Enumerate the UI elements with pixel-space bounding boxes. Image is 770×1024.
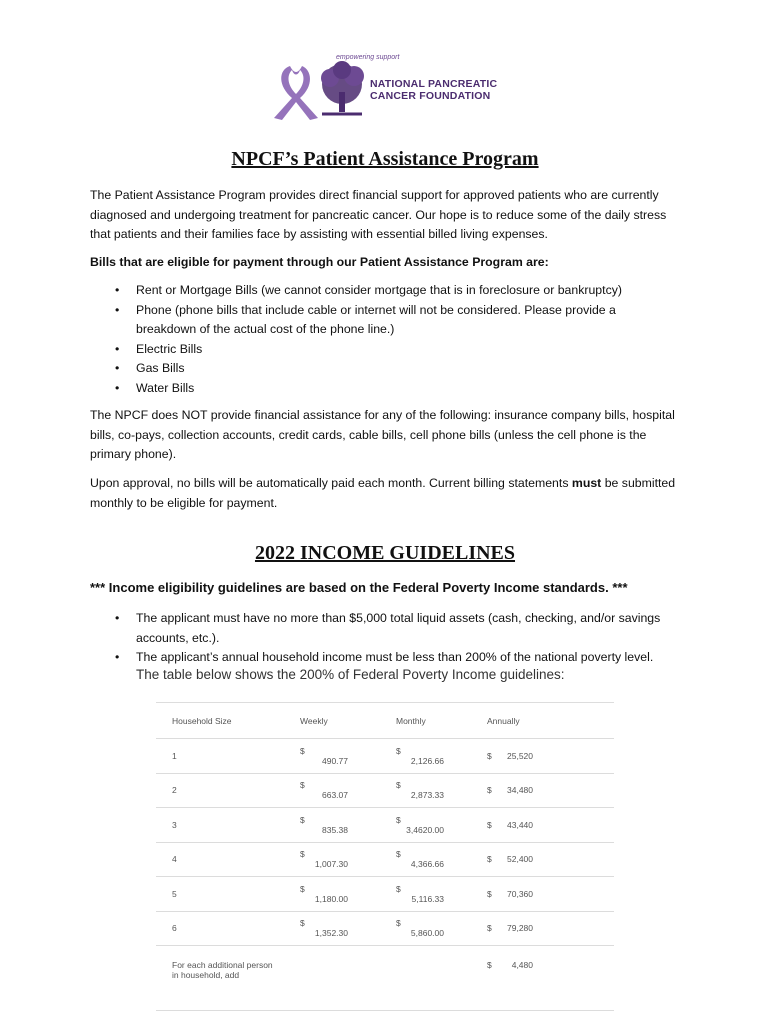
list-item: • Electric Bills (90, 340, 690, 360)
list-item: • Rent or Mortgage Bills (we cannot consider mortgage that is in foreclosure or bankruptcy) (90, 281, 690, 301)
header-household-size: Household Size (156, 703, 284, 739)
household-size-value: 3 (172, 819, 177, 830)
weekly-value: 490.77 (322, 755, 348, 766)
table-row (156, 877, 614, 912)
household-size-cell (156, 842, 284, 877)
annually-value: 79,280 (507, 923, 533, 934)
monthly-cell (380, 773, 471, 808)
income-table (156, 702, 614, 1011)
currency-symbol: $ (487, 819, 492, 830)
weekly-value: 1,180.00 (314, 893, 348, 904)
table-row (156, 773, 614, 808)
approval-text-before: Upon approval, no bills will be automatically paid each month. Current billing statements (90, 476, 572, 490)
monthly-cell (380, 911, 471, 946)
weekly-cell (284, 877, 380, 912)
page-title: NPCF’s Patient Assistance Program (231, 148, 539, 170)
header-monthly: Monthly (380, 703, 471, 739)
currency-symbol: $ (487, 888, 492, 899)
npcf-logo (262, 56, 512, 122)
monthly-value: 5,116.33 (411, 893, 444, 904)
annually-cell (471, 808, 614, 843)
empty-cell (380, 946, 471, 1011)
table-intro: The table below shows the 200% of Federal Poverty Income guidelines: (136, 667, 565, 682)
monthly-value: 3,4620.00 (406, 824, 444, 835)
household-size-value: 5 (172, 888, 177, 899)
currency-symbol: $ (300, 883, 305, 894)
logo-wordmark (370, 78, 497, 102)
currency-symbol: $ (396, 883, 401, 894)
table-header-row (156, 703, 614, 739)
list-item: • The applicant must have no more than $5,000 total liquid assets (cash, checking, and/or savings accounts, etc.). (90, 609, 690, 648)
annually-cell (471, 739, 614, 774)
currency-symbol: $ (396, 745, 401, 756)
approval-emphasis: must (571, 476, 602, 490)
currency-symbol: $ (396, 814, 401, 825)
list-item: • Gas Bills (90, 359, 690, 379)
currency-symbol: $ (487, 923, 492, 934)
currency-symbol: $ (487, 854, 492, 865)
guidelines-title: 2022 INCOME GUIDELINES (254, 542, 516, 564)
eligible-heading: Bills that are eligible for payment through our Patient Assistance Program are: (90, 255, 549, 269)
table-row-additional (156, 946, 614, 1011)
household-size-value: 6 (172, 923, 177, 934)
list-item: • Water Bills (90, 379, 690, 399)
monthly-cell (380, 808, 471, 843)
monthly-cell (380, 877, 471, 912)
approval-paragraph (90, 474, 690, 513)
monthly-value: 4,366.66 (410, 859, 444, 870)
household-size-value: 2 (172, 785, 177, 796)
annually-value: 34,480 (507, 785, 533, 796)
household-size-value: 1 (172, 750, 177, 761)
additional-label-2: in household, add (172, 970, 240, 980)
list-item: • Phone (phone bills that include cable or internet will not be considered. Please provide a breakdown of the actual cost of the phone line.) (90, 301, 690, 340)
currency-symbol: $ (300, 814, 305, 825)
currency-symbol: $ (300, 849, 305, 860)
empty-cell (284, 946, 380, 1011)
annually-cell (471, 877, 614, 912)
guideline-items-list (90, 609, 690, 668)
weekly-cell (284, 739, 380, 774)
logo-ribbon-tree-icon (262, 56, 372, 122)
currency-symbol: $ (487, 960, 492, 970)
header-weekly: Weekly (284, 703, 380, 739)
table-row (156, 911, 614, 946)
currency-symbol: $ (487, 785, 492, 796)
monthly-cell (380, 842, 471, 877)
additional-annually-cell (471, 946, 614, 1011)
table-row (156, 739, 614, 774)
annually-value: 70,360 (507, 888, 533, 899)
monthly-value: 5,860.00 (410, 928, 444, 939)
monthly-value: 2,873.33 (410, 790, 444, 801)
currency-symbol: $ (396, 918, 401, 929)
intro-paragraph: The Patient Assistance Program provides direct financial support for approved patients who are currently diagnosed and undergoing treatment for pancreatic cancer. Our hope is to reduce some of the daily stress that patients and their families face by assisting with essential billed living expenses. (90, 188, 667, 241)
eligible-bills-list (90, 281, 690, 398)
household-size-value: 4 (172, 854, 177, 865)
annually-cell (471, 773, 614, 808)
annually-value: 43,440 (507, 819, 533, 830)
table-row (156, 808, 614, 843)
household-size-cell (156, 773, 284, 808)
not-provided-paragraph: The NPCF does NOT provide financial assistance for any of the following: insurance company bills, hospital bills, co-pays, collection accounts, credit cards, cable bills, cell phone bills (unless the cell phone is the primary phone). (90, 408, 675, 461)
weekly-cell (284, 911, 380, 946)
logo-line-2: CANCER FOUNDATION (370, 90, 491, 102)
weekly-value: 663.07 (322, 790, 348, 801)
currency-symbol: $ (396, 849, 401, 860)
weekly-cell (284, 808, 380, 843)
weekly-value: 835.38 (322, 824, 348, 835)
header-annually: Annually (471, 703, 614, 739)
guidelines-note: *** Income eligibility guidelines are based on the Federal Poverty Income standards. *** (90, 580, 628, 595)
monthly-value: 2,126.66 (410, 755, 444, 766)
household-size-cell (156, 739, 284, 774)
weekly-value: 1,007.30 (314, 859, 348, 870)
weekly-cell (284, 773, 380, 808)
household-size-cell (156, 808, 284, 843)
household-size-cell (156, 911, 284, 946)
table-row (156, 842, 614, 877)
currency-symbol: $ (300, 780, 305, 791)
additional-label-cell (156, 946, 284, 1011)
currency-symbol: $ (487, 750, 492, 761)
logo-arc-text: empowering support (336, 54, 400, 61)
list-item: • The applicant’s annual household income must be less than 200% of the national poverty level. (90, 648, 690, 668)
weekly-cell (284, 842, 380, 877)
additional-annually-value: 4,480 (511, 960, 533, 970)
annually-cell (471, 911, 614, 946)
monthly-cell (380, 739, 471, 774)
currency-symbol: $ (300, 745, 305, 756)
household-size-cell (156, 877, 284, 912)
annually-value: 25,520 (507, 750, 533, 761)
additional-label-1: For each additional person (172, 960, 273, 970)
weekly-value: 1,352.30 (314, 928, 348, 939)
logo-line-1: NATIONAL PANCREATIC (370, 78, 498, 90)
annually-value: 52,400 (507, 854, 533, 865)
currency-symbol: $ (300, 918, 305, 929)
currency-symbol: $ (396, 780, 401, 791)
approval-text-after: be submitted monthly to be eligible for payment. (90, 476, 676, 510)
annually-cell (471, 842, 614, 877)
